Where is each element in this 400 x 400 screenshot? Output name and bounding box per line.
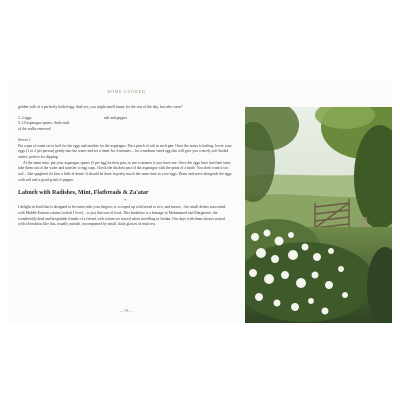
method [18,144,232,184]
ingredient-item: salt and pepper [104,115,127,120]
garden-photo [245,107,392,323]
intro-paragraph: golden yolk of a perfectly boiled egg. And yes, you might smell funny for the rest of the day, but who cares? [18,105,183,109]
recipe-paragraph: I delight in food that is designed to be eaten with your fingers, or scooped up with bread or rice, and mezze – the small dishes associated with Middle Eastern cuisine (which I love) – is just that sort of food. This breakfast is a homage to Mohammed and Margarette, the wonderfully kind and hospitable friends of a friend, with whom we stayed when travelling in Jordan. Our days with them always started with a breakfast like this, usually outside, accompanied by small, thick glasses of mint tea. [18,205,226,227]
left-page [8,80,245,323]
method-paragraph: Put a pan of water on to boil for the eggs and another for the asparagus. Put a pinch of salt in each pan. Once the water is boiling, lower your eggs (1 or 2 per person) gently into the water and set a timer for 4 minutes – for a medium-sized egg this will give you a nicely soft-boiled centre, perfect for dipping. [18,143,232,159]
ingredient-item: 5–10 asparagus spears, thick ends [18,121,70,126]
recipe-title: Labneh with Radishes, Mint, Flatbreads & Za'atar [18,190,149,197]
method-paragraph: At the same time, put your asparagus spears (5 per egg) in their pan, or use a steamer if you have one. Once the eggs have had their time, take them out of the water and transfer to egg cups. Check the thickest part of the asparagus with the point of a knife. You don't want it too soft – like spaghetti it's best a little al dente. It should be done in pretty much the same time as your eggs. Drain and serve alongside the eggs with salt and a good grind of pepper. [18,160,232,182]
recipe-text [18,105,232,228]
running-head: HOME COOKED [107,89,146,94]
book-spread [8,80,392,323]
ingredients-list [18,116,232,133]
serves-label: Serves 1 [18,137,31,142]
ingredient-item [104,127,232,133]
ingredient-item: of the stalks removed [18,127,51,132]
ornament-icon: ❧ [123,197,127,203]
ingredient-item: 1–2 eggs [18,115,32,120]
page-number: — 98 — [119,309,134,313]
